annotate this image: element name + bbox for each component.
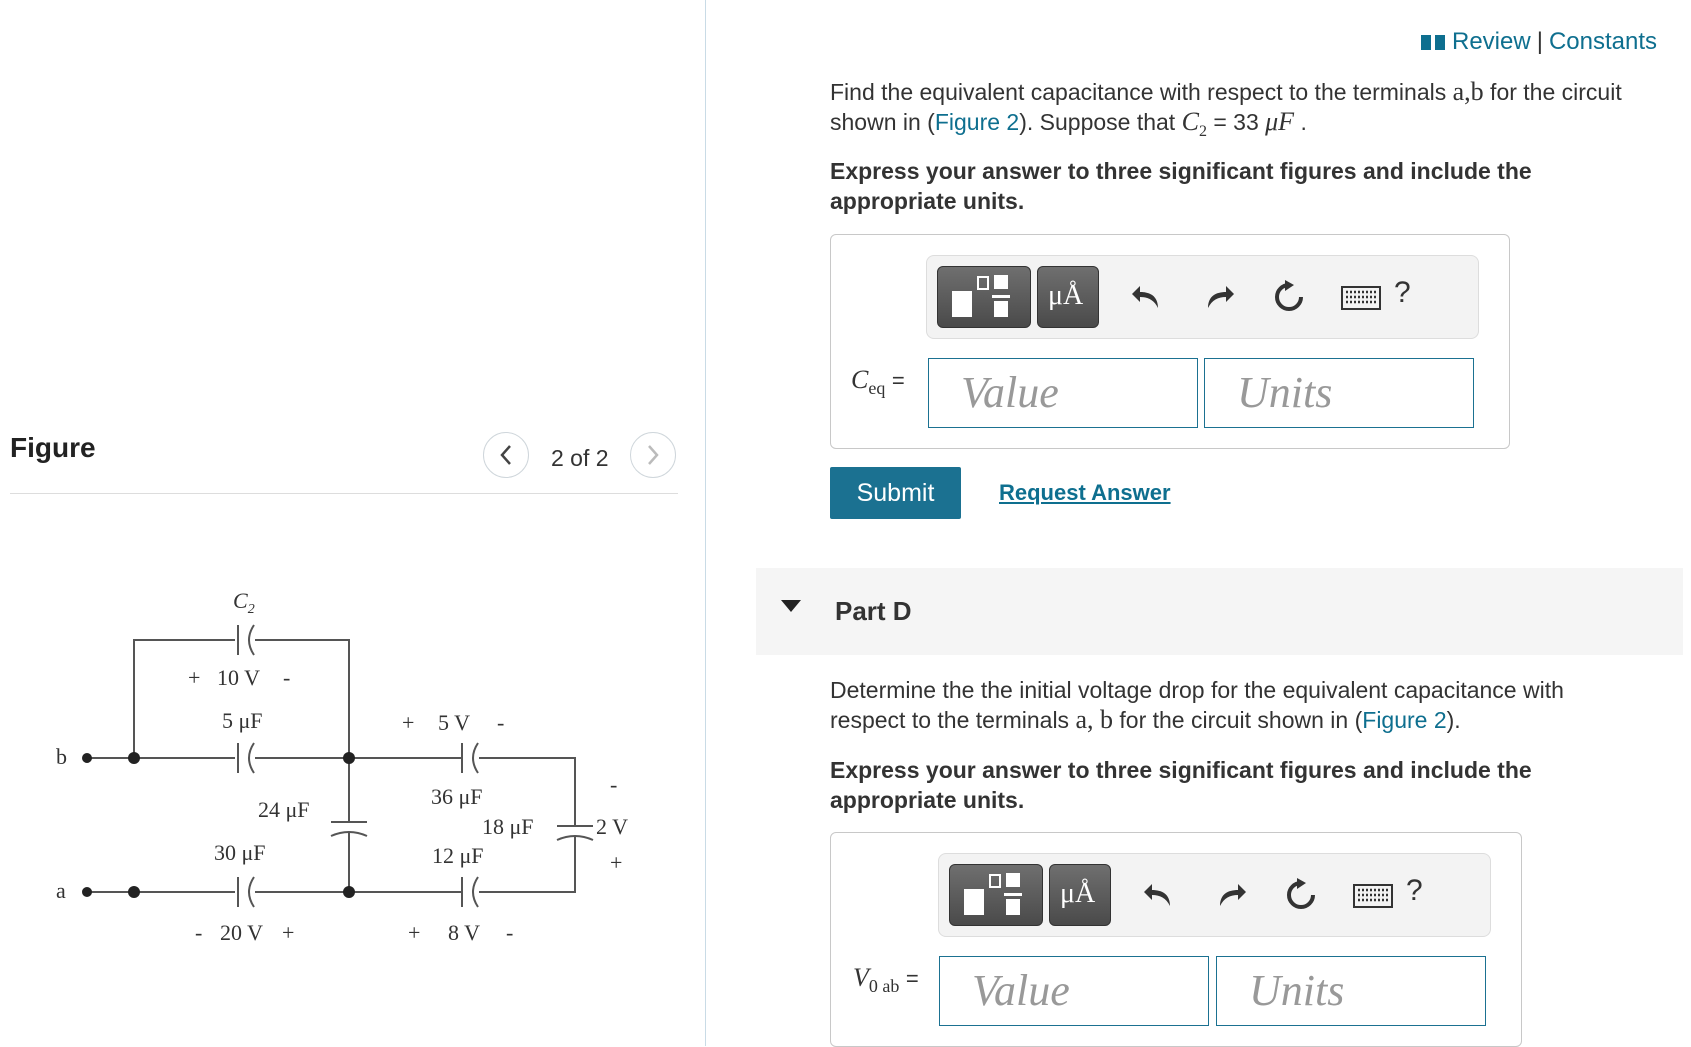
value-input[interactable]: Value xyxy=(928,358,1198,428)
instruction-line: Express your answer to three significant figures and include the xyxy=(830,158,1532,184)
figure-divider xyxy=(10,493,678,494)
instruction-line: Express your answer to three significant figures and include the xyxy=(830,757,1532,783)
question-text: ). xyxy=(1446,707,1461,733)
undo-icon[interactable] xyxy=(1142,878,1176,912)
v8-plus-label: + xyxy=(408,920,421,945)
part-d-label: Part D xyxy=(835,596,912,626)
c18-label: 18 μF xyxy=(482,814,534,839)
keyboard-icon[interactable] xyxy=(1353,884,1393,908)
c24-label: 24 μF xyxy=(258,797,310,822)
c30-label: 30 μF xyxy=(214,840,266,865)
v5-plus-label: + xyxy=(402,710,415,735)
terminals-math: a,b xyxy=(1452,77,1484,106)
book-icon xyxy=(1420,32,1446,52)
v2-minus-label: - xyxy=(610,772,618,797)
chevron-right-icon xyxy=(643,443,663,467)
part-c-instructions xyxy=(830,156,1532,216)
part-d-instructions xyxy=(830,755,1532,815)
units-input[interactable]: Units xyxy=(1204,358,1474,428)
redo-icon[interactable] xyxy=(1202,280,1236,314)
c12-label: 12 μF xyxy=(432,843,484,868)
part-c-question xyxy=(830,77,1680,147)
ceq-label: $C_{eq}$ = xyxy=(851,365,905,399)
undo-icon[interactable] xyxy=(1130,280,1164,314)
terminal-a-label: a xyxy=(56,878,66,903)
chevron-left-icon xyxy=(496,443,516,467)
templates-icon xyxy=(938,267,1030,327)
review-constants-links xyxy=(1420,28,1657,56)
templates-button[interactable] xyxy=(937,266,1031,328)
c2-value: = 33 xyxy=(1206,109,1266,135)
request-answer-link[interactable]: Request Answer xyxy=(999,480,1171,505)
help-icon[interactable]: ? xyxy=(1406,874,1423,907)
figure-counter: 2 of 2 xyxy=(551,445,609,471)
keyboard-icon[interactable] xyxy=(1341,286,1381,310)
question-text: ). Suppose that xyxy=(1019,109,1182,135)
value-input[interactable]: Value xyxy=(939,956,1209,1026)
help-icon[interactable]: ? xyxy=(1394,276,1411,309)
terminals-math: a, b xyxy=(1075,705,1113,734)
v20-plus-label: + xyxy=(282,920,295,945)
c36-label: 36 μF xyxy=(431,784,483,809)
v5-label: 5 V xyxy=(438,710,470,735)
links-separator: | xyxy=(1536,28,1543,55)
units-input[interactable]: Units xyxy=(1216,956,1486,1026)
redo-icon[interactable] xyxy=(1214,878,1248,912)
previous-figure-button[interactable] xyxy=(483,432,529,478)
v5-minus-label: - xyxy=(497,710,505,735)
v10-label: 10 V xyxy=(217,665,260,690)
units-button[interactable] xyxy=(1049,864,1111,926)
v20-minus-label: - xyxy=(195,920,203,945)
part-d-answer-box xyxy=(830,832,1522,1047)
v2-label: 2 V xyxy=(596,814,628,839)
v10-plus-label: + xyxy=(188,665,201,690)
question-text: . xyxy=(1294,109,1307,135)
figure-panel xyxy=(0,0,706,1046)
v0ab-label: $V_{0 ab}$ = xyxy=(853,963,919,997)
instruction-line: appropriate units. xyxy=(830,787,1025,813)
units-button[interactable] xyxy=(1037,266,1099,328)
next-figure-button[interactable] xyxy=(630,432,676,478)
question-text: Find the equivalent capacitance with respect to the terminals xyxy=(830,79,1453,105)
question-text: for the circuit xyxy=(1483,79,1622,105)
collapse-arrow-icon[interactable] xyxy=(780,598,802,614)
circuit-diagram xyxy=(40,570,660,950)
math-toolbar xyxy=(926,255,1479,339)
submit-button[interactable]: Submit xyxy=(830,467,961,519)
v2-plus-label: + xyxy=(610,850,623,875)
templates-icon xyxy=(950,865,1042,925)
reset-icon[interactable] xyxy=(1282,876,1320,914)
constants-link[interactable]: Constants xyxy=(1548,28,1657,55)
question-text: shown in ( xyxy=(830,109,935,135)
c2-label: $C_2$ xyxy=(233,588,255,617)
terminal-b-label: b xyxy=(56,744,67,769)
figure-link[interactable]: Figure 2 xyxy=(934,109,1020,135)
c5-label: 5 μF xyxy=(222,708,263,733)
units-icon: μÅ xyxy=(1048,280,1084,311)
part-c-answer-box xyxy=(830,234,1510,449)
part-d-question xyxy=(830,675,1680,735)
reset-icon[interactable] xyxy=(1270,278,1308,316)
c2-variable: $C_2$ xyxy=(1181,107,1207,141)
figure-link[interactable]: Figure 2 xyxy=(1362,707,1447,733)
math-toolbar xyxy=(938,853,1491,937)
question-text: for the circuit shown in ( xyxy=(1113,707,1363,733)
v8-minus-label: - xyxy=(506,920,514,945)
v20-label: 20 V xyxy=(220,920,263,945)
question-text: respect to the terminals xyxy=(830,707,1076,733)
units-icon: μÅ xyxy=(1060,878,1096,909)
figure-title: Figure xyxy=(10,432,96,463)
review-link[interactable]: Review xyxy=(1452,28,1531,55)
v10-minus-label: - xyxy=(283,665,291,690)
v8-label: 8 V xyxy=(448,920,480,945)
instruction-line: appropriate units. xyxy=(830,188,1025,214)
templates-button[interactable] xyxy=(949,864,1043,926)
question-text: Determine the the initial voltage drop for the equivalent capacitance with xyxy=(830,677,1564,703)
unit-math: μF xyxy=(1265,107,1295,136)
